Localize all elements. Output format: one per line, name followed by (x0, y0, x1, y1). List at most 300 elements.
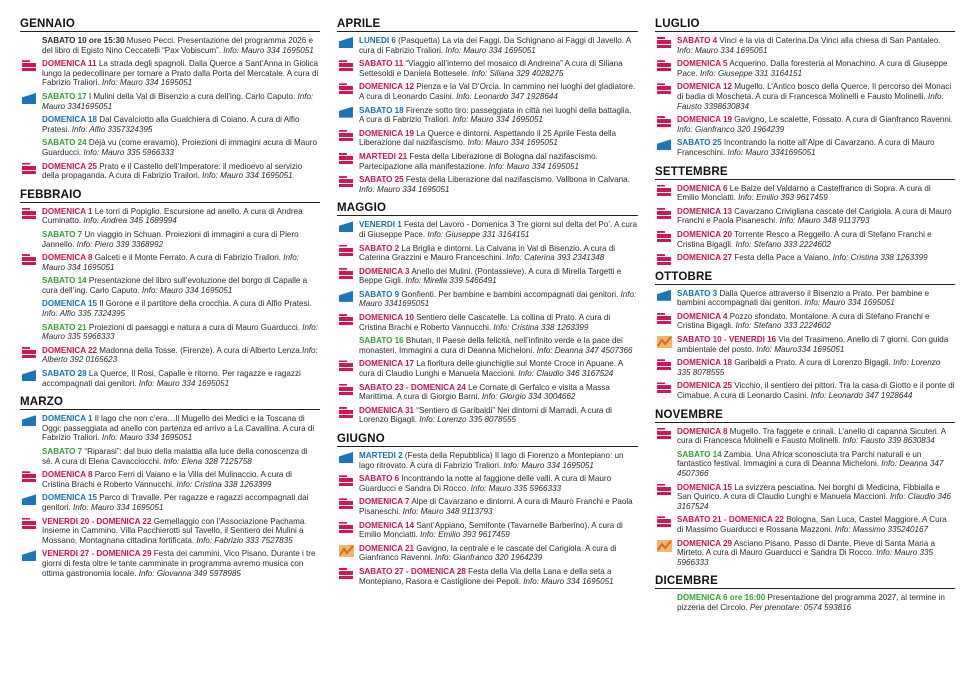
steps-icon (657, 116, 671, 127)
event-entry (20, 299, 320, 318)
event-entry (655, 253, 955, 263)
event-description: Le Balze del Valdarno a Castelfranco di Sopra. A cura di Emilio Monciatti. (677, 183, 931, 203)
month-heading: GENNAIO (20, 18, 320, 32)
event-date: SABATO 11 (359, 59, 404, 69)
month-heading: MARZO (20, 396, 320, 410)
event-date: SABATO 10 ore 15:30 (42, 36, 125, 45)
event-contact: Info: Mauro 334 1695051 (101, 78, 193, 88)
event-date: SABATO 17 (42, 91, 87, 101)
event-date: DOMENICA 18 (42, 115, 98, 125)
steps-icon (339, 498, 353, 509)
event-entry (20, 230, 320, 249)
steps-icon (339, 83, 353, 94)
event-description: Firenze sotto tiro: passeggiata in città nei luoghi della battaglia. A cura di Fabrizio Traliori. (359, 105, 632, 125)
event-date: SABATO 25 (677, 138, 722, 148)
event-date: SABATO 27 - DOMENICA 28 (359, 566, 466, 576)
event-contact: Info: Mauro 334 1695051 (73, 502, 164, 512)
event-description: Festa dei cammini. Vico Pisano. Durante i tre giorni di festa oltre le tante camminate in programma avremo musica con ottima gastronomia locale. (42, 549, 316, 578)
event-date: DOMENICA 13 (677, 206, 733, 216)
event-date: DOMENICA 6 ore 16:00 (677, 593, 766, 603)
event-description: La Querce, Il Rosi, Capalle e ritorno. Per ragazze e ragazzi accompagnati dai genitori. (42, 369, 301, 388)
event-date: VENERDI 1 (359, 220, 402, 230)
event-description: Museo Pecci. Presentazione del programma 2026 e del libro di Egisto Nino Ceccatelli “Pax Vobiscum”. (42, 36, 313, 55)
event-entry (337, 544, 638, 563)
event-contact: Info: Mauro 334 1695051 (503, 460, 594, 470)
event-description: “Viaggio all’interno del mosaico di Andreina” A cura di Siliana Settesoldi e Daniela Bottesele. (359, 59, 623, 78)
event-date: SABATO 25 (359, 175, 404, 185)
event-description: “Sentiero di Garibaldi” Nei dintorni di Marradi. A cura di Lorenzo Bigagli. (359, 405, 612, 425)
steps-icon (657, 37, 671, 48)
event-date: SABATO 7 (42, 229, 83, 239)
event-entry (655, 230, 955, 249)
event-entry (20, 115, 320, 134)
steps-icon (657, 231, 671, 242)
event-contact: Info: Mauro 334 1695051 (141, 285, 233, 295)
event-description: La fioritura delle giunchiglie sul Monte Croce in Apuane. A cura di Claudio Lunghi e Manuela Maccioni. (359, 359, 623, 379)
event-date: MARTEDI 2 (359, 451, 403, 460)
event-date: DOMENICA 15 (42, 493, 98, 503)
zigzag-icon (339, 545, 354, 557)
steps-icon (339, 268, 353, 279)
event-entry (655, 82, 955, 111)
event-description: Garibaldi a Prato. A cura di Lorenzo Bigagli. (732, 358, 894, 368)
event-date: DOMENICA 18 (677, 358, 733, 368)
event-contact: Info: Emilio 393 9617459 (420, 530, 510, 540)
event-date: DOMENICA 22 (42, 345, 98, 355)
event-entry (337, 567, 638, 586)
event-description: Festa della Pace a Vaiano. (732, 253, 833, 263)
event-contact: Info: Elena 328 7125758 (163, 456, 252, 466)
event-contact: Info: Mauro 334 1695051 (804, 298, 895, 308)
event-contact: Info: Piero 339 3368992 (76, 239, 164, 249)
event-date: DOMENICA 8 (677, 426, 728, 436)
event-description: Presentazione del programma 2027, al termine in pizzeria del Circolo. (677, 593, 945, 612)
steps-icon (22, 254, 36, 265)
steps-icon (22, 208, 36, 219)
event-date: DOMENICA 31 (359, 405, 415, 415)
steps-icon (657, 428, 671, 439)
event-description: Cavarzano Crivigliana cascate del Carigiola. A cura di Mauro Franchi e Paola Pisaneschi. (677, 206, 952, 226)
event-entry (655, 184, 955, 203)
month-heading: DICEMBRE (655, 575, 955, 589)
event-description: (Pasquetta) La via dei Faggi. Da Schignano ai Faggi di Javello. A cura di Fabrizio Traliori. (359, 36, 631, 55)
event-entry (20, 447, 320, 466)
event-date: DOMENICA 5 (677, 59, 728, 69)
event-contact: Info: Giuseppe 331 3164151 (427, 229, 530, 239)
event-date: DOMENICA 15 (42, 299, 98, 309)
event-entry (337, 267, 638, 286)
steps-icon (22, 347, 36, 358)
slope-icon (22, 550, 36, 561)
event-date: DOMENICA 25 (677, 381, 733, 391)
event-entry (20, 323, 320, 342)
event-contact: Info: Stefano 333 2224602 (735, 239, 831, 249)
event-date: DOMENICA 20 (677, 229, 733, 239)
event-contact: Info: Fabrizio 333 7527835 (196, 535, 293, 545)
event-date: DOMENICA 3 (359, 266, 410, 276)
event-contact: Info: Alfio 335 7324395 (42, 309, 125, 319)
event-description: Galceti e il Monte Ferrato. A cura di Fabrizio Trailori. (92, 253, 284, 263)
event-description: Le torri di Popiglio. Escursione ad anello. A cura di Andrea Cuminatto. (42, 206, 303, 226)
steps-icon (339, 130, 353, 141)
steps-icon (657, 484, 671, 495)
event-entry (20, 346, 320, 365)
steps-icon (339, 568, 353, 579)
event-entry (655, 115, 955, 134)
event-date: DOMENICA 27 (677, 253, 733, 263)
event-date: SABATO 14 (42, 276, 87, 286)
event-date: SABATO 2 (359, 243, 400, 253)
event-description: La Briglia e dintorni. La Calvana in Val di Bisenzio. A cura di Caterina Grazzini e Mauro Franceschini. (359, 243, 615, 263)
event-contact: Info: Leonardo 347 1928644 (810, 391, 913, 401)
event-date: DOMENICA 8 (42, 470, 93, 480)
steps-icon (657, 208, 671, 219)
event-contact: Info: Mauro334 1695051 (756, 344, 845, 354)
event-description: Il Gorone e il partitore della crocchia. A cura di Alfio Pratesi. (97, 299, 312, 309)
event-entry (337, 106, 638, 125)
event-entry (337, 129, 638, 148)
steps-icon (339, 475, 353, 486)
month-heading: MAGGIO (337, 202, 638, 216)
steps-icon (657, 60, 671, 71)
month-heading: OTTOBRE (655, 271, 955, 285)
event-description: Mugello. L’Antico bosco della Querce. Il percorso dei Monaci di badia di Moscheta. A cura di Francesca Molinelli e Fausto Molinelli. (677, 82, 952, 101)
event-entry (655, 335, 955, 354)
event-description: Incontrando la notte al faggione delle valli. A cura di Mauro Guarducci e Sandra Di Rocco. (359, 474, 612, 493)
event-description: Gemellaggio con l’Associazione Pachama. Insieme in Cammino. Villa Pacchierotti sul Tavello, il Sentiero dei Mulini a Mossano, Montagnana cittadina fortificata. (42, 516, 307, 545)
event-date: DOMENICA 19 (359, 128, 415, 138)
event-description: Dal Cavalciotto alla Gualchiera di Coiano. A cura di Alfio Pratesi. (42, 115, 300, 134)
event-date: SABATO 16 (359, 336, 404, 346)
event-entry (655, 483, 955, 512)
zigzag-icon (657, 336, 672, 348)
event-entry (337, 451, 638, 470)
event-date: DOMENICA 19 (677, 115, 733, 125)
event-date: DOMENICA 10 (359, 313, 415, 323)
event-entry (20, 92, 320, 111)
event-entry (655, 36, 955, 55)
event-contact: Info: Mauro 334 1695051 (452, 115, 544, 125)
event-date: LUNEDI 6 (359, 36, 396, 45)
column-3 (655, 18, 955, 617)
event-entry (20, 253, 320, 272)
event-contact: Info: Mauro 334 1695051 (101, 433, 193, 443)
event-entry (20, 138, 320, 157)
event-description: Pozzo sfondato. Montalone. A cura di Stefano Franchi e Cristina Bigagli. (677, 311, 930, 331)
steps-icon (657, 313, 671, 324)
event-description: Il lago che non c’era…Il Mugello dei Medici e la Toscana di Oggi: passeggiata ad anello con partenza ed arrivo a La Cavallina. A cura di Fabrizio Traliori. (42, 414, 315, 443)
event-entry (337, 497, 638, 516)
event-description: Dalla Querce attraverso il Bisenzio a Prato. Per bambine e bambini accompagnati dai genitori. (677, 288, 930, 308)
column-2 (337, 18, 638, 590)
event-description: Alpe di Cavarzano e dintorni. A cura di Mauro Franchi e Paola Pisaneschi. (359, 497, 633, 516)
event-description: Acquerino. Dalla foresteria al Monachino. A cura di Giuseppe Pace. (677, 59, 948, 78)
event-entry (337, 220, 638, 239)
event-contact: Info: Siliana 329 4028275 (471, 68, 564, 78)
event-description: Vicchio, il sentiero dei pittori. Tra la casa di Giotto e il ponte di Cimabue. A cura di Leonardo Casini. (677, 381, 955, 401)
event-description: Le Cornate di Gerfalco e visita a Massa Marittima. A cura di Giorgio Barni. (359, 382, 610, 402)
event-entry (337, 313, 638, 332)
event-contact: Info: Mauro 334 1695051 (138, 378, 230, 388)
event-contact: Info: Mauro 348 9113793 (779, 216, 870, 226)
event-date: SABATO 7 (42, 447, 83, 456)
event-entry (655, 289, 955, 308)
event-contact: Info: Deanna 347 4507366 (677, 459, 944, 478)
event-contact: Info: Mauro 335 5966333 (42, 322, 318, 342)
event-description: Presentazione del libro sull’evoluzione del borgo di Capalle a cura dell’ing. Carlo Caputo. (42, 276, 308, 295)
event-description: “Riparasi”: dal buio della malattia alla luce della conoscenza di sé. A cura di Elena Cavacciocchi. (42, 447, 308, 466)
event-entry (337, 36, 638, 55)
event-entry (337, 383, 638, 402)
event-description: Gavigno, Le scalette, Fossato. A cura di Gianfranco Ravenni. (732, 115, 953, 125)
steps-icon (657, 516, 671, 527)
event-entry (20, 207, 320, 226)
event-description: Bhutan, Il Paese della felicità, nell’infinito verde e la pace dei monasteri. Immagini a cura di Deanna Micheloni. (359, 336, 623, 355)
event-description: Torrente Resco a Reggello. A cura di Stefano Franchi e Cristina Bigagli. (677, 229, 932, 249)
event-description: Sentiero delle Cascatelle. La collina di Prato. A cura di Cristina Brachi e Roberto Vannucchi. (359, 313, 611, 332)
event-description: Mugello. Tra faggete e crinali. L’anello di capanna Sicuteri. A cura di Francesca Molinelli e Fausto Molinelli. (677, 426, 946, 446)
event-contact: Info: Mirella 339 5466491 (405, 276, 497, 286)
steps-icon (22, 163, 36, 174)
event-entry (337, 152, 638, 171)
event-contact: Info: Mauro 3341695051 (42, 91, 314, 111)
event-entry (337, 474, 638, 493)
event-entry (337, 244, 638, 263)
event-entry (337, 336, 638, 355)
event-contact: Info: Mauro 334 1695051 (523, 576, 614, 586)
event-date: DOMENICA 11 (42, 59, 97, 69)
event-entry (20, 470, 320, 489)
steps-icon (22, 471, 36, 482)
event-date: DOMENICA 29 (677, 538, 733, 548)
event-description: Gavigno, la centrale e le cascate del Carigiola. A cura di Gianfranco Ravenni. (359, 543, 617, 563)
steps-icon (657, 83, 671, 94)
slope-icon (657, 139, 671, 150)
event-contact: Info: Mauro 3341695051 (359, 289, 637, 309)
event-contact: Info: Emilio 393 9617459 (738, 193, 828, 203)
event-date: DOMENICA 12 (359, 82, 415, 92)
event-entry (20, 369, 320, 388)
slope-icon (22, 370, 36, 381)
month-heading: SETTEMBRE (655, 166, 955, 180)
event-contact: Info: Mauro 334 1695051 (488, 161, 580, 171)
event-date: VENERDI 27 - DOMENICA 29 (42, 549, 152, 559)
slope-icon (339, 452, 353, 463)
month-heading: LUGLIO (655, 18, 955, 32)
event-contact: Info: Cristina 338 1263399 (493, 322, 589, 332)
event-entry (20, 59, 320, 88)
event-description: (Festa della Repubblica) Il lago di Fiorenzo a Montepiano: un lago ritrovato. A cura di Fabrizio Traliori. (359, 451, 624, 470)
event-date: SABATO 24 (42, 138, 87, 148)
event-description: Anello dei Mulini. (Pontassieve). A cura di Mirella Targetti e Beppe Gigli. (359, 266, 622, 286)
steps-icon (339, 407, 353, 418)
event-date: SABATO 18 (359, 105, 404, 115)
steps-icon (339, 153, 353, 164)
event-contact: Info: Gianfranco 320 1964239 (677, 124, 785, 134)
event-contact: Info: Giovanna 349 5978985 (138, 568, 241, 578)
slope-icon (339, 291, 353, 302)
event-description: Parco di Travalle. Per ragazze e ragazzi accompagnati dai genitori. (42, 493, 309, 512)
event-contact: Info: Leonardo 347 1928644 (456, 91, 558, 101)
event-contact: Info: Fausto 339 8630834 (842, 436, 935, 446)
event-description: Proiezioni di paesaggi e natura a cura di Mauro Guarducci. (86, 322, 303, 332)
event-description: Vinci e la via di Caterina.Da Vinci alla chiesa di San Pantaleo. (717, 36, 941, 45)
event-entry (655, 312, 955, 331)
event-contact: Info: Mauro 334 1695051 (677, 45, 768, 55)
event-contact: Info: Mauro 3341695051 (727, 147, 816, 157)
event-contact: Info: Mauro 334 1695051 (467, 138, 558, 148)
month-heading: APRILE (337, 18, 638, 32)
event-description: Festa del Lavoro - Domenica 3 Tre giorni sul delta del Po’. A cura di Giuseppe Pace. (359, 220, 638, 239)
event-date: SABATO 4 (677, 36, 718, 45)
event-date: DOMENICA 8 (42, 253, 93, 263)
event-contact: Info: Mauro 334 1695051 (42, 253, 299, 272)
event-entry (655, 427, 955, 446)
event-description: Festa della Liberazione di Bologna dal nazifascismo. Partecipazione alla manifestazione. (359, 151, 598, 171)
event-description: Bologna, San Luca, Castel Maggiore. A Cura di Massimo Guarducci e Rossana Mazzoni. (677, 515, 947, 534)
month-heading: NOVEMBRE (655, 409, 955, 423)
event-contact: Info: Cristina 338 1263399 (176, 479, 272, 489)
event-contact: Info: Mauro 348 9113793 (402, 506, 493, 516)
event-date: SABATO 9 (359, 289, 400, 299)
event-contact: Info: Mauro 334 1695051 (223, 45, 314, 55)
event-contact: Info: Andrea 345 1689994 (83, 216, 177, 226)
event-description: Via del Trasimeno. Anello di 7 giorni. Con guida ambientale del posto. (677, 335, 949, 354)
event-date: SABATO 28 (42, 369, 87, 379)
event-entry (20, 493, 320, 512)
steps-icon (22, 60, 36, 71)
event-contact: Info: Claudio 346 3167524 (518, 369, 614, 379)
event-contact: Info: Mauro 334 1695051 (359, 184, 450, 194)
event-description: Zambia. Una Africa sconosciuta tra Parchi naturali e un fantastico festival. Immagini a cura di Deanna Micheloni. (677, 449, 922, 469)
event-date: DOMENICA 14 (359, 520, 415, 530)
event-date: DOMENICA 1 (42, 414, 93, 424)
event-entry (20, 162, 320, 181)
event-description: Madonna della Tosse. (Firenze). A cura di Alberto Lenza. (97, 345, 303, 355)
event-contact: Info: Caterina 393 2341348 (506, 253, 605, 263)
steps-icon (657, 185, 671, 196)
event-date: DOMENICA 4 (677, 311, 728, 321)
event-entry (337, 82, 638, 101)
event-description: La Querce e dintorni. Aspettando il 25 Aprile Festa della Liberazione dal nazifascismo. (359, 128, 617, 148)
steps-icon (657, 359, 671, 370)
event-description: Festa della Via della Lana e della seta a Montepiano, Rasora e Castiglione dei Pepoli. (359, 566, 612, 586)
event-entry (20, 276, 320, 295)
event-description: Gonfienti. Per bambine e bambini accompagnati dai genitori. (399, 289, 621, 299)
event-contact: Info: Alfio 3357324395 (71, 124, 153, 134)
month-heading: GIUGNO (337, 433, 638, 447)
event-entry (337, 521, 638, 540)
slope-icon (22, 93, 36, 104)
event-date: DOMENICA 1 (42, 206, 93, 216)
event-date: SABATO 21 (42, 322, 87, 332)
event-entry (655, 59, 955, 78)
event-date: DOMENICA 7 (359, 497, 410, 507)
event-description: Pienza e la Val D’Orcia. In cammino nei luoghi del gladiatore. A cura di Leonardo Casini. (359, 82, 636, 101)
event-description: Prato e il Castello dell’Imperatore: il medioevo al servizio della propaganda. A cura di Fabrizio Trailori. (42, 161, 303, 181)
event-entry (337, 290, 638, 309)
steps-icon (339, 360, 353, 371)
event-entry (655, 358, 955, 377)
slope-icon (657, 290, 671, 301)
event-description: Asciano Pisano. Passo di Dante, Pieve di Santa Maria a Mirteto. A cura di Mauro Guarducci e Sandra Di Rocco. (677, 538, 935, 558)
event-contact: Info: Alberto 392 0165623 (42, 345, 318, 365)
event-entry (655, 515, 955, 534)
steps-icon (22, 518, 36, 529)
event-date: SABATO 3 (677, 288, 718, 298)
steps-icon (339, 522, 353, 533)
event-contact: Info: Stefano 333 2224602 (735, 321, 831, 331)
event-contact: Info: Mauro 335 5966333 (677, 548, 933, 567)
event-date: DOMENICA 17 (359, 359, 415, 369)
event-entry (337, 406, 638, 425)
event-contact: Info: Lorenzo 335 8078555 (677, 358, 941, 377)
event-date: DOMENICA 6 (677, 183, 728, 193)
event-entry (337, 175, 638, 194)
steps-icon (339, 176, 353, 187)
slope-icon (339, 107, 353, 118)
event-contact: Info: Massimo 335240167 (834, 524, 929, 534)
zigzag-icon (657, 540, 672, 552)
event-description: Incontrando la notte all’Alpe di Cavarzano. A cura di Mauro Franceschini. (677, 138, 935, 157)
event-contact: Info: Lorenzo 335 8078555 (419, 415, 517, 425)
event-entry (337, 359, 638, 378)
steps-icon (657, 382, 671, 393)
event-contact: Info: Mauro 334 1695051 (445, 45, 536, 55)
event-description: Festa della Liberazione dal nazifascismo. Vallbona in Calvana. (403, 175, 630, 185)
event-contact: Per prenotare: 0574 593816 (749, 602, 852, 612)
event-contact: Info: Giuseppe 331 3164151 (699, 68, 803, 78)
event-description: La svizzera pesciatina. Nei borghi di Medicina, Fibbialla e San Quirico. A cura di Claudio Lunghi e Manuela Maccioni. (677, 482, 940, 502)
steps-icon (657, 254, 671, 265)
event-entry (655, 207, 955, 226)
steps-icon (339, 384, 353, 395)
slope-icon (339, 221, 353, 232)
event-date: DOMENICA 21 (359, 543, 415, 553)
event-date: DOMENICA 25 (42, 161, 98, 171)
event-entry (20, 36, 320, 55)
event-description: Déjà vu (come eravamo). Proiezioni di immagini acura di Mauro Guarducci. (42, 138, 317, 157)
steps-icon (339, 60, 353, 71)
event-date: SABATO 10 - VENERDI 16 (677, 335, 777, 345)
event-description: Un viaggio in Schuan. Proiezioni di immagini a cura di Piero Jannello. (42, 229, 299, 249)
slope-icon (22, 494, 36, 505)
event-description: Sant’Appiano, Semifonte (Tavarnelle Barberino). A cura di Emilio Monciatti. (359, 520, 623, 540)
event-contact: Info: Giorgio 334 3004662 (481, 392, 576, 402)
event-entry (655, 450, 955, 479)
slope-icon (339, 37, 353, 48)
steps-icon (339, 314, 353, 325)
event-entry (655, 539, 955, 568)
event-contact: Info: Mauro 335 5966333 (83, 147, 174, 157)
event-date: DOMENICA 12 (677, 82, 733, 92)
event-date: MARTEDI 21 (359, 151, 408, 161)
event-contact: Info: Claudio 346 3167524 (677, 492, 952, 511)
event-entry (655, 138, 955, 157)
event-entry (20, 549, 320, 578)
event-contact: Info: Cristina 338 1263399 (832, 253, 928, 263)
event-contact: Info: Fausto 3398630834 (677, 91, 944, 111)
event-date: SABATO 23 - DOMENICA 24 (359, 382, 466, 392)
event-entry (20, 517, 320, 546)
event-contact: Info: Mauro 335 5966333 (470, 483, 562, 493)
event-date: VENERDI 20 - DOMENICA 22 (42, 516, 152, 526)
event-contact: Info: Deanna 347 4507366 (536, 345, 633, 355)
event-contact: Info: Gianfranco 320 1964239 (435, 553, 543, 563)
steps-icon (339, 245, 353, 256)
event-date: SABATO 14 (677, 449, 722, 459)
event-entry (20, 414, 320, 443)
